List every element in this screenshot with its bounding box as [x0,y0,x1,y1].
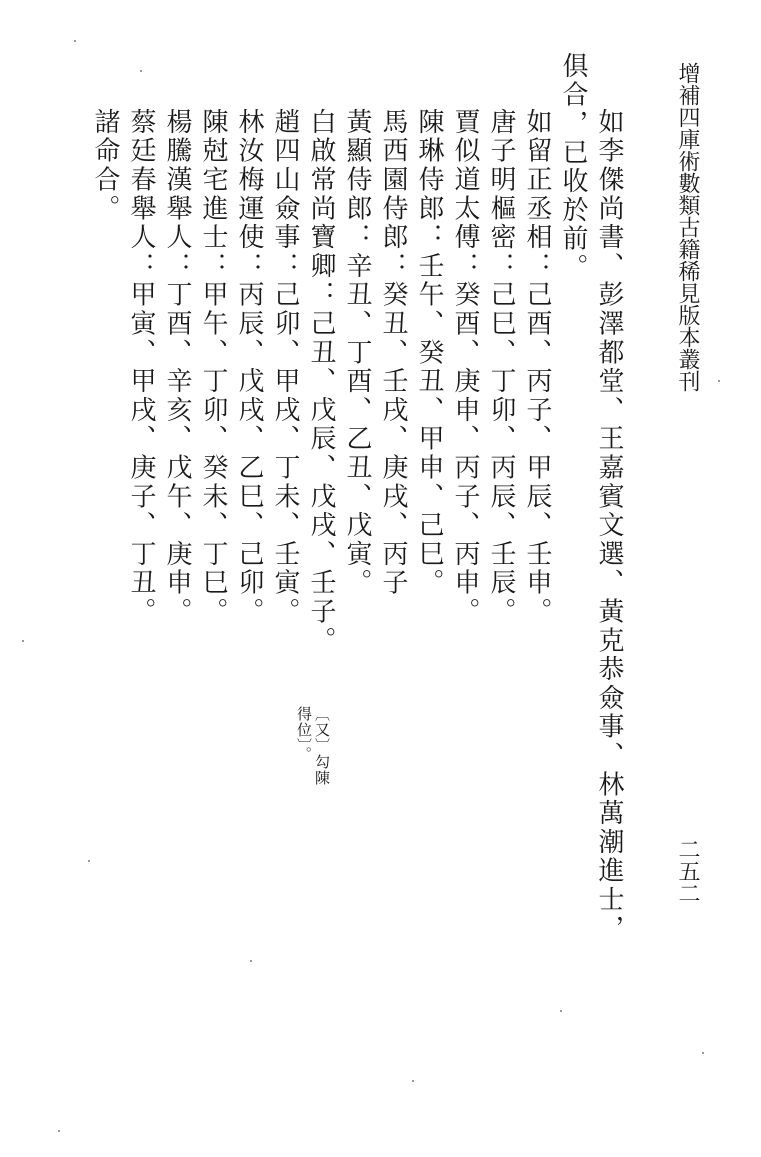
scan-speck [702,1052,704,1054]
text-column-6: 陳琳侍郎：壬午、癸丑、甲申、己巳。 [414,108,444,598]
scan-speck [412,1080,414,1082]
text-column-15: 諸命合。 [90,108,120,224]
text-column-8: 黃顯侍郎：辛丑、丁酉、乙丑、戊寅。 [342,108,372,598]
text-column-1: 如李傑尚書、彭澤都堂、王嘉賓文選、黃克恭僉事、林萬潮進士， [594,108,624,944]
text-column-7: 馬西園侍郎：癸丑、壬戌、庚戌、丙子 [378,108,408,598]
text-column-12: 陳尅宅進士：甲午、丁卯、癸未、丁巳。 [198,108,228,627]
scan-speck [560,1010,562,1012]
text-column-11: 林汝梅運使：丙辰、戊戌、乙巳、己卯。 [234,108,264,627]
text-column-14: 蔡廷春舉人：甲寅、甲戌、庚子、丁丑。 [126,108,156,627]
scan-speck [250,960,252,962]
scan-speck [88,860,90,862]
annotation-line-2: 得位〕。 [295,706,313,763]
text-column-10: 趙四山僉事：己卯、甲戌、丁未、壬寅。 [270,108,300,627]
page-number: 二五二 [675,838,700,904]
text-column-13: 楊騰漢舉人：丁酉、辛亥、戊午、庚申。 [162,108,192,627]
text-column-5: 賈似道太傅：癸酉、庚申、丙子、丙申。 [450,108,480,627]
scan-speck [74,40,76,42]
annotation-line-1: 〔又〕勾陳 [313,706,331,786]
scan-speck [140,70,142,72]
scan-speck [718,380,720,382]
scan-speck [58,1130,60,1132]
book-title: 增補四庫術數類古籍稀見版本叢刊 [675,62,700,392]
text-column-2: 俱合，已收於前。 [558,52,588,283]
text-column-9: 白啟常尚寶卿：己丑、戊辰、戊戌、壬子。 [306,108,336,656]
scan-speck [22,640,24,642]
text-column-3: 如留正丞相：己酉、丙子、甲辰、壬申。 [522,108,552,627]
text-column-4: 唐子明樞密：己巳、丁卯、丙辰、壬辰。 [486,108,516,627]
